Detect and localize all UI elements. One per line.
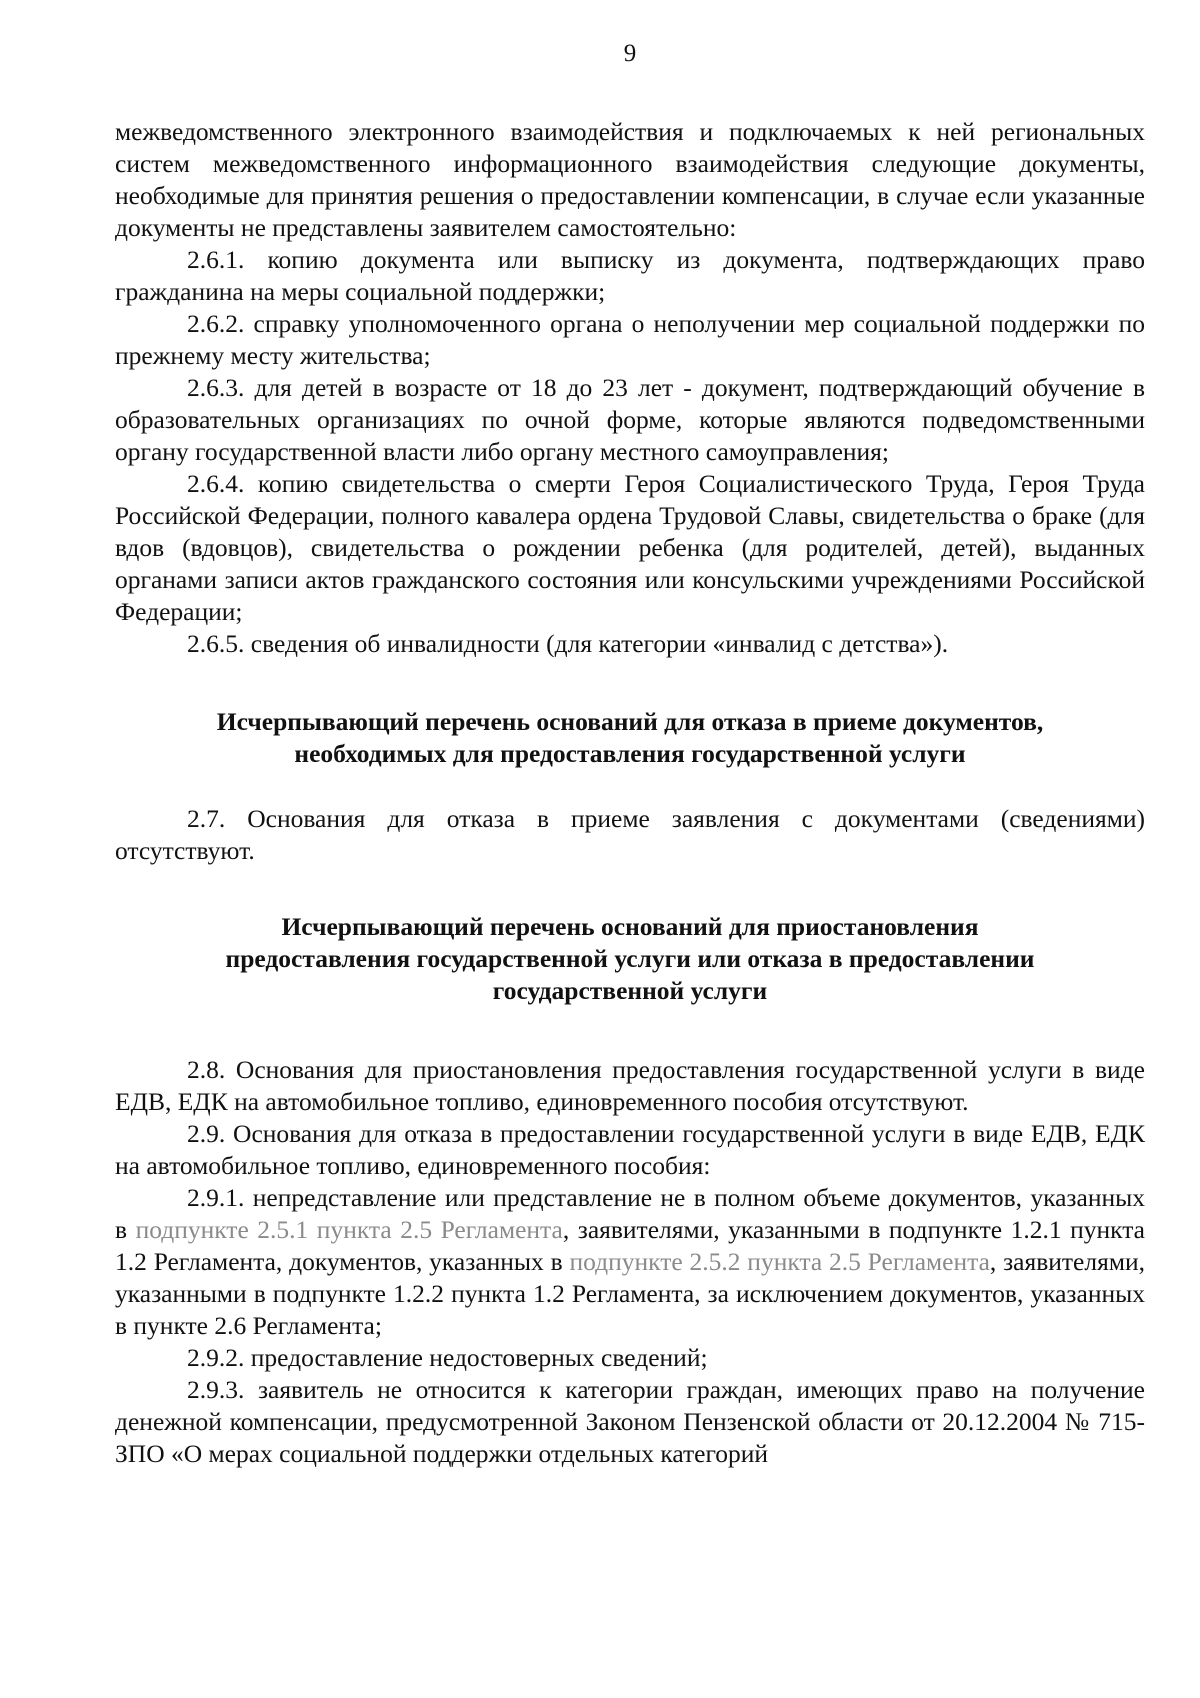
section-heading-refusal-acceptance [115,706,1145,770]
text-run: 2.9.1. непредставление или представление не в полном объеме документов, указанных в [115,1183,1145,1244]
paragraph-2-6-2: 2.6.2. справку уполномоченного органа о неполучении мер социальной поддержки по прежнему месту жительства; [115,309,1145,370]
paragraph-2-9: 2.9. Основания для отказа в предоставлении государственной услуги в виде ЕДВ, ЕДК на автомобильное топливо, единовременного пособия: [115,1119,1145,1180]
link-subpoint-2-5-1[interactable]: подпункте 2.5.1 пункта 2.5 Регламента [135,1215,563,1244]
text-run: , заявителями, указанными в подпункте 1.2.2 пункта 1.2 Регламента, за исключением документов, указанных в пункте 2.6 Регламента; [115,1247,1145,1340]
paragraph-2-7: 2.7. Основания для отказа в приеме заявления с документами (сведениями) отсутствуют. [115,804,1145,865]
document-body [115,116,1145,1470]
text-run: , заявителями, указанными в подпункте 1.2.1 пункта 1.2 Регламента, документов, указанных в [115,1215,1146,1276]
page-number: 9 [623,40,637,67]
heading-line: необходимых для предоставления государственной услуги [294,739,966,768]
heading-line: Исчерпывающий перечень оснований для приостановления [281,912,979,941]
paragraph-continuation: межведомственного электронного взаимодействия и подключаемых к ней региональных систем межведомственного информационного взаимодействия следующие документы, необходимые для принятия решения о предоставлении компенсации, в случае если указанные документы не представлены заявителем самостоятельно: [115,117,1145,242]
paragraph-2-9-1 [115,1182,1145,1342]
paragraph-2-9-3: 2.9.3. заявитель не относится к категории граждан, имеющих право на получение денежной компенсации, предусмотренной Законом Пензенской области от 20.12.2004 № 715-ЗПО «О мерах социальной поддержки отдельных категорий [115,1375,1145,1468]
section-heading-suspension-refusal [115,911,1145,1007]
link-subpoint-2-5-2[interactable]: подпункте 2.5.2 пункта 2.5 Регламента [569,1247,990,1276]
paragraph-2-8: 2.8. Основания для приостановления предоставления государственной услуги в виде ЕДВ, ЕДК на автомобильное топливо, единовременного пособия отсутствуют. [115,1055,1145,1116]
paragraph-2-6-1: 2.6.1. копию документа или выписку из документа, подтверждающих право гражданина на меры социальной поддержки; [115,245,1145,306]
paragraph-2-6-4: 2.6.4. копию свидетельства о смерти Героя Социалистического Труда, Героя Труда Российской Федерации, полного кавалера ордена Трудовой Славы, свидетельства о браке (для вдов (вдовцов), свидетельства о рождении ребенка (для родителей, детей), выданных органами записи актов гражданского состояния или консульскими учреждениями Российской Федерации; [115,469,1145,626]
heading-line: Исчерпывающий перечень оснований для отказа в приеме документов, [216,707,1044,736]
heading-line: государственной услуги [492,976,768,1005]
heading-line: предоставления государственной услуги или отказа в предоставлении [225,944,1035,973]
paragraph-2-9-2: 2.9.2. предоставление недостоверных сведений; [187,1343,708,1372]
paragraph-2-6-3: 2.6.3. для детей в возрасте от 18 до 23 лет - документ, подтверждающий обучение в образовательных организациях по очной форме, которые являются подведомственными органу государственной власти либо органу местного самоуправления; [115,373,1145,466]
paragraph-2-6-5: 2.6.5. сведения об инвалидности (для категории «инвалид с детства»). [187,629,949,658]
